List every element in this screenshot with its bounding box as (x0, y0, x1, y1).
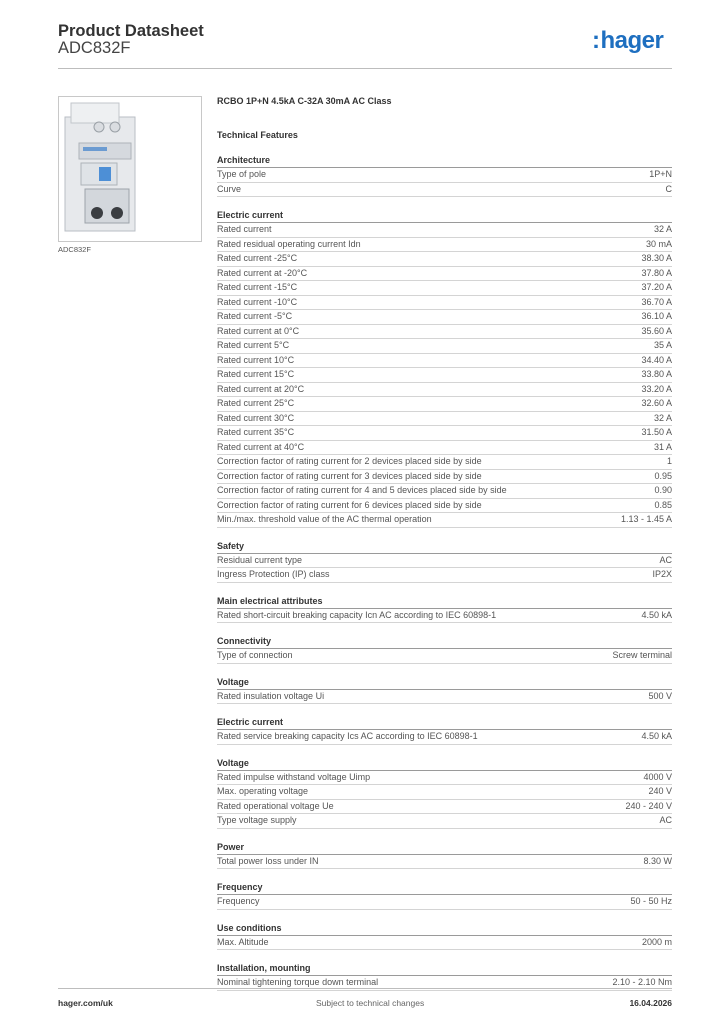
features-heading: Technical Features (217, 130, 298, 140)
spec-row (217, 814, 672, 829)
spec-section (217, 675, 672, 705)
rcbo-device-image (59, 97, 201, 241)
spec-label: Correction factor of rating current for 4 and 5 devices placed side by side (217, 485, 507, 495)
spec-label: Rated current 30°C (217, 412, 295, 423)
spec-value: 31 A (653, 441, 672, 452)
spec-value: 1P+N (649, 169, 672, 179)
spec-row (217, 609, 672, 624)
spec-label: Rated current -25°C (217, 253, 298, 263)
spec-row (217, 339, 672, 354)
spec-row (217, 499, 672, 514)
spec-row (217, 368, 672, 383)
spec-label: Rated current -15°C (217, 282, 298, 292)
header-divider (58, 68, 672, 69)
spec-value: AC (659, 815, 672, 825)
spec-section (217, 840, 672, 870)
spec-row (217, 800, 672, 815)
spec-label: Rated residual operating current Idn (217, 238, 361, 249)
thumbnail-caption: ADC832F (58, 245, 91, 254)
spec-label: Rated current at 0°C (217, 325, 300, 336)
section-title: Power (217, 840, 672, 855)
spec-value: 8.30 W (643, 855, 672, 866)
section-title: Electric current (217, 715, 672, 730)
spec-label: Rated current at 40°C (217, 441, 305, 452)
spec-row (217, 690, 672, 705)
spec-value: 37.80 A (641, 267, 672, 278)
spec-value: 32 A (653, 412, 672, 423)
spec-row (217, 470, 672, 485)
footer-divider (58, 988, 672, 989)
spec-label: Type of pole (217, 169, 267, 179)
spec-label: Residual current type (217, 554, 303, 565)
spec-row (217, 412, 672, 427)
spec-value: 500 V (648, 690, 672, 701)
footer-date: 16.04.2026 (629, 998, 672, 1008)
section-title: Frequency (217, 880, 672, 895)
spec-value: 36.70 A (641, 296, 672, 307)
product-reference: ADC832F (58, 39, 131, 57)
spec-label: Max. operating voltage (217, 786, 309, 796)
spec-value: C (665, 183, 672, 194)
product-thumbnail (58, 96, 202, 242)
spec-value: 36.10 A (641, 311, 672, 321)
spec-row (217, 554, 672, 569)
spec-label: Correction factor of rating current for 3 devices placed side by side (217, 470, 482, 481)
spec-value: 0.95 (654, 470, 672, 481)
spec-label: Correction factor of rating current for 2 devices placed side by side (217, 456, 482, 466)
spec-row (217, 855, 672, 870)
spec-row (217, 397, 672, 412)
spec-value: 2.10 - 2.10 Nm (612, 977, 672, 987)
spec-row (217, 484, 672, 499)
spec-label: Rated impulse withstand voltage Uimp (217, 771, 371, 782)
spec-label: Rated current at -20°C (217, 267, 308, 278)
spec-label: Correction factor of rating current for 6 devices placed side by side (217, 499, 482, 510)
spec-section (217, 961, 672, 991)
spec-sections (217, 153, 672, 991)
spec-label: Curve (217, 183, 242, 194)
spec-label: Rated current 25°C (217, 398, 295, 408)
spec-value: 240 V (648, 786, 672, 796)
spec-row (217, 383, 672, 398)
spec-value: 4.50 kA (641, 609, 672, 620)
spec-label: Min./max. threshold value of the AC thermal operation (217, 514, 432, 524)
spec-label: Rated insulation voltage Ui (217, 690, 325, 701)
spec-label: Rated short-circuit breaking capacity Icn AC according to IEC 60898-1 (217, 609, 497, 620)
spec-row (217, 354, 672, 369)
spec-value: AC (659, 554, 672, 565)
spec-row (217, 568, 672, 583)
spec-label: Rated current -5°C (217, 311, 293, 321)
spec-label: Frequency (217, 896, 260, 906)
spec-row (217, 649, 672, 664)
logo-text: hager (600, 27, 664, 54)
section-title: Voltage (217, 675, 672, 690)
spec-row (217, 281, 672, 296)
section-title: Safety (217, 539, 672, 554)
spec-value: 32 A (653, 224, 672, 234)
section-title: Main electrical attributes (217, 594, 672, 609)
datasheet-content (217, 94, 672, 991)
spec-label: Ingress Protection (IP) class (217, 569, 330, 579)
spec-value: 31.50 A (641, 427, 672, 437)
spec-row (217, 168, 672, 183)
spec-row (217, 325, 672, 340)
spec-value: 240 - 240 V (625, 800, 672, 811)
spec-label: Total power loss under IN (217, 855, 319, 866)
spec-label: Rated service breaking capacity Ics AC according to IEC 60898-1 (217, 731, 478, 741)
spec-value: 33.20 A (641, 383, 672, 394)
spec-section (217, 634, 672, 664)
spec-label: Max. Altitude (217, 936, 269, 947)
spec-section (217, 539, 672, 583)
spec-value: IP2X (652, 569, 672, 579)
spec-row (217, 785, 672, 800)
spec-section (217, 880, 672, 910)
spec-value: 35 A (653, 340, 672, 350)
spec-label: Rated current -10°C (217, 296, 298, 307)
spec-value: 0.90 (654, 485, 672, 495)
spec-section (217, 153, 672, 197)
spec-label: Rated current (217, 224, 272, 234)
spec-row (217, 296, 672, 311)
section-title: Architecture (217, 153, 672, 168)
spec-section (217, 208, 672, 528)
spec-value: 32.60 A (641, 398, 672, 408)
spec-label: Rated current 15°C (217, 369, 295, 379)
spec-label: Rated current at 20°C (217, 383, 305, 394)
spec-value: 35.60 A (641, 325, 672, 336)
spec-row (217, 730, 672, 745)
footer-website[interactable]: hager.com/uk (58, 998, 113, 1008)
section-title: Use conditions (217, 921, 672, 936)
spec-value: 37.20 A (641, 282, 672, 292)
spec-row (217, 252, 672, 267)
spec-value: 38.30 A (641, 253, 672, 263)
spec-row (217, 513, 672, 528)
spec-value: 50 - 50 Hz (630, 896, 672, 906)
spec-row (217, 238, 672, 253)
spec-label: Rated current 10°C (217, 354, 295, 365)
page-title: Product Datasheet (58, 22, 204, 40)
section-title: Connectivity (217, 634, 672, 649)
section-title: Voltage (217, 756, 672, 771)
spec-section (217, 715, 672, 745)
spec-value: 0.85 (654, 499, 672, 510)
spec-row (217, 771, 672, 786)
spec-row (217, 895, 672, 910)
spec-row (217, 441, 672, 456)
spec-value: Screw terminal (612, 650, 672, 660)
spec-section (217, 921, 672, 951)
spec-label: Rated current 5°C (217, 340, 290, 350)
spec-row (217, 223, 672, 238)
spec-value: 30 mA (645, 238, 672, 249)
spec-label: Type of connection (217, 650, 293, 660)
spec-row (217, 426, 672, 441)
spec-value: 2000 m (641, 936, 672, 947)
footer-note: Subject to technical changes (316, 998, 425, 1008)
spec-value: 4.50 kA (641, 731, 672, 741)
spec-label: Type voltage supply (217, 815, 297, 825)
product-name: RCBO 1P+N 4.5kA C-32A 30mA AC Class (217, 96, 392, 106)
spec-value: 1 (666, 456, 672, 466)
spec-value: 4000 V (643, 771, 672, 782)
spec-label: Rated operational voltage Ue (217, 800, 334, 811)
section-title: Installation, mounting (217, 961, 672, 976)
spec-section (217, 756, 672, 829)
spec-value: 1.13 - 1.45 A (620, 514, 672, 524)
spec-row (217, 936, 672, 951)
spec-value: 33.80 A (641, 369, 672, 379)
spec-value: 34.40 A (641, 354, 672, 365)
spec-row (217, 183, 672, 198)
section-title: Electric current (217, 208, 672, 223)
spec-label: Nominal tightening torque down terminal (217, 977, 379, 987)
spec-row (217, 310, 672, 325)
spec-row (217, 455, 672, 470)
hager-logo: :hager (592, 27, 664, 54)
spec-row (217, 267, 672, 282)
spec-section (217, 594, 672, 624)
spec-label: Rated current 35°C (217, 427, 295, 437)
